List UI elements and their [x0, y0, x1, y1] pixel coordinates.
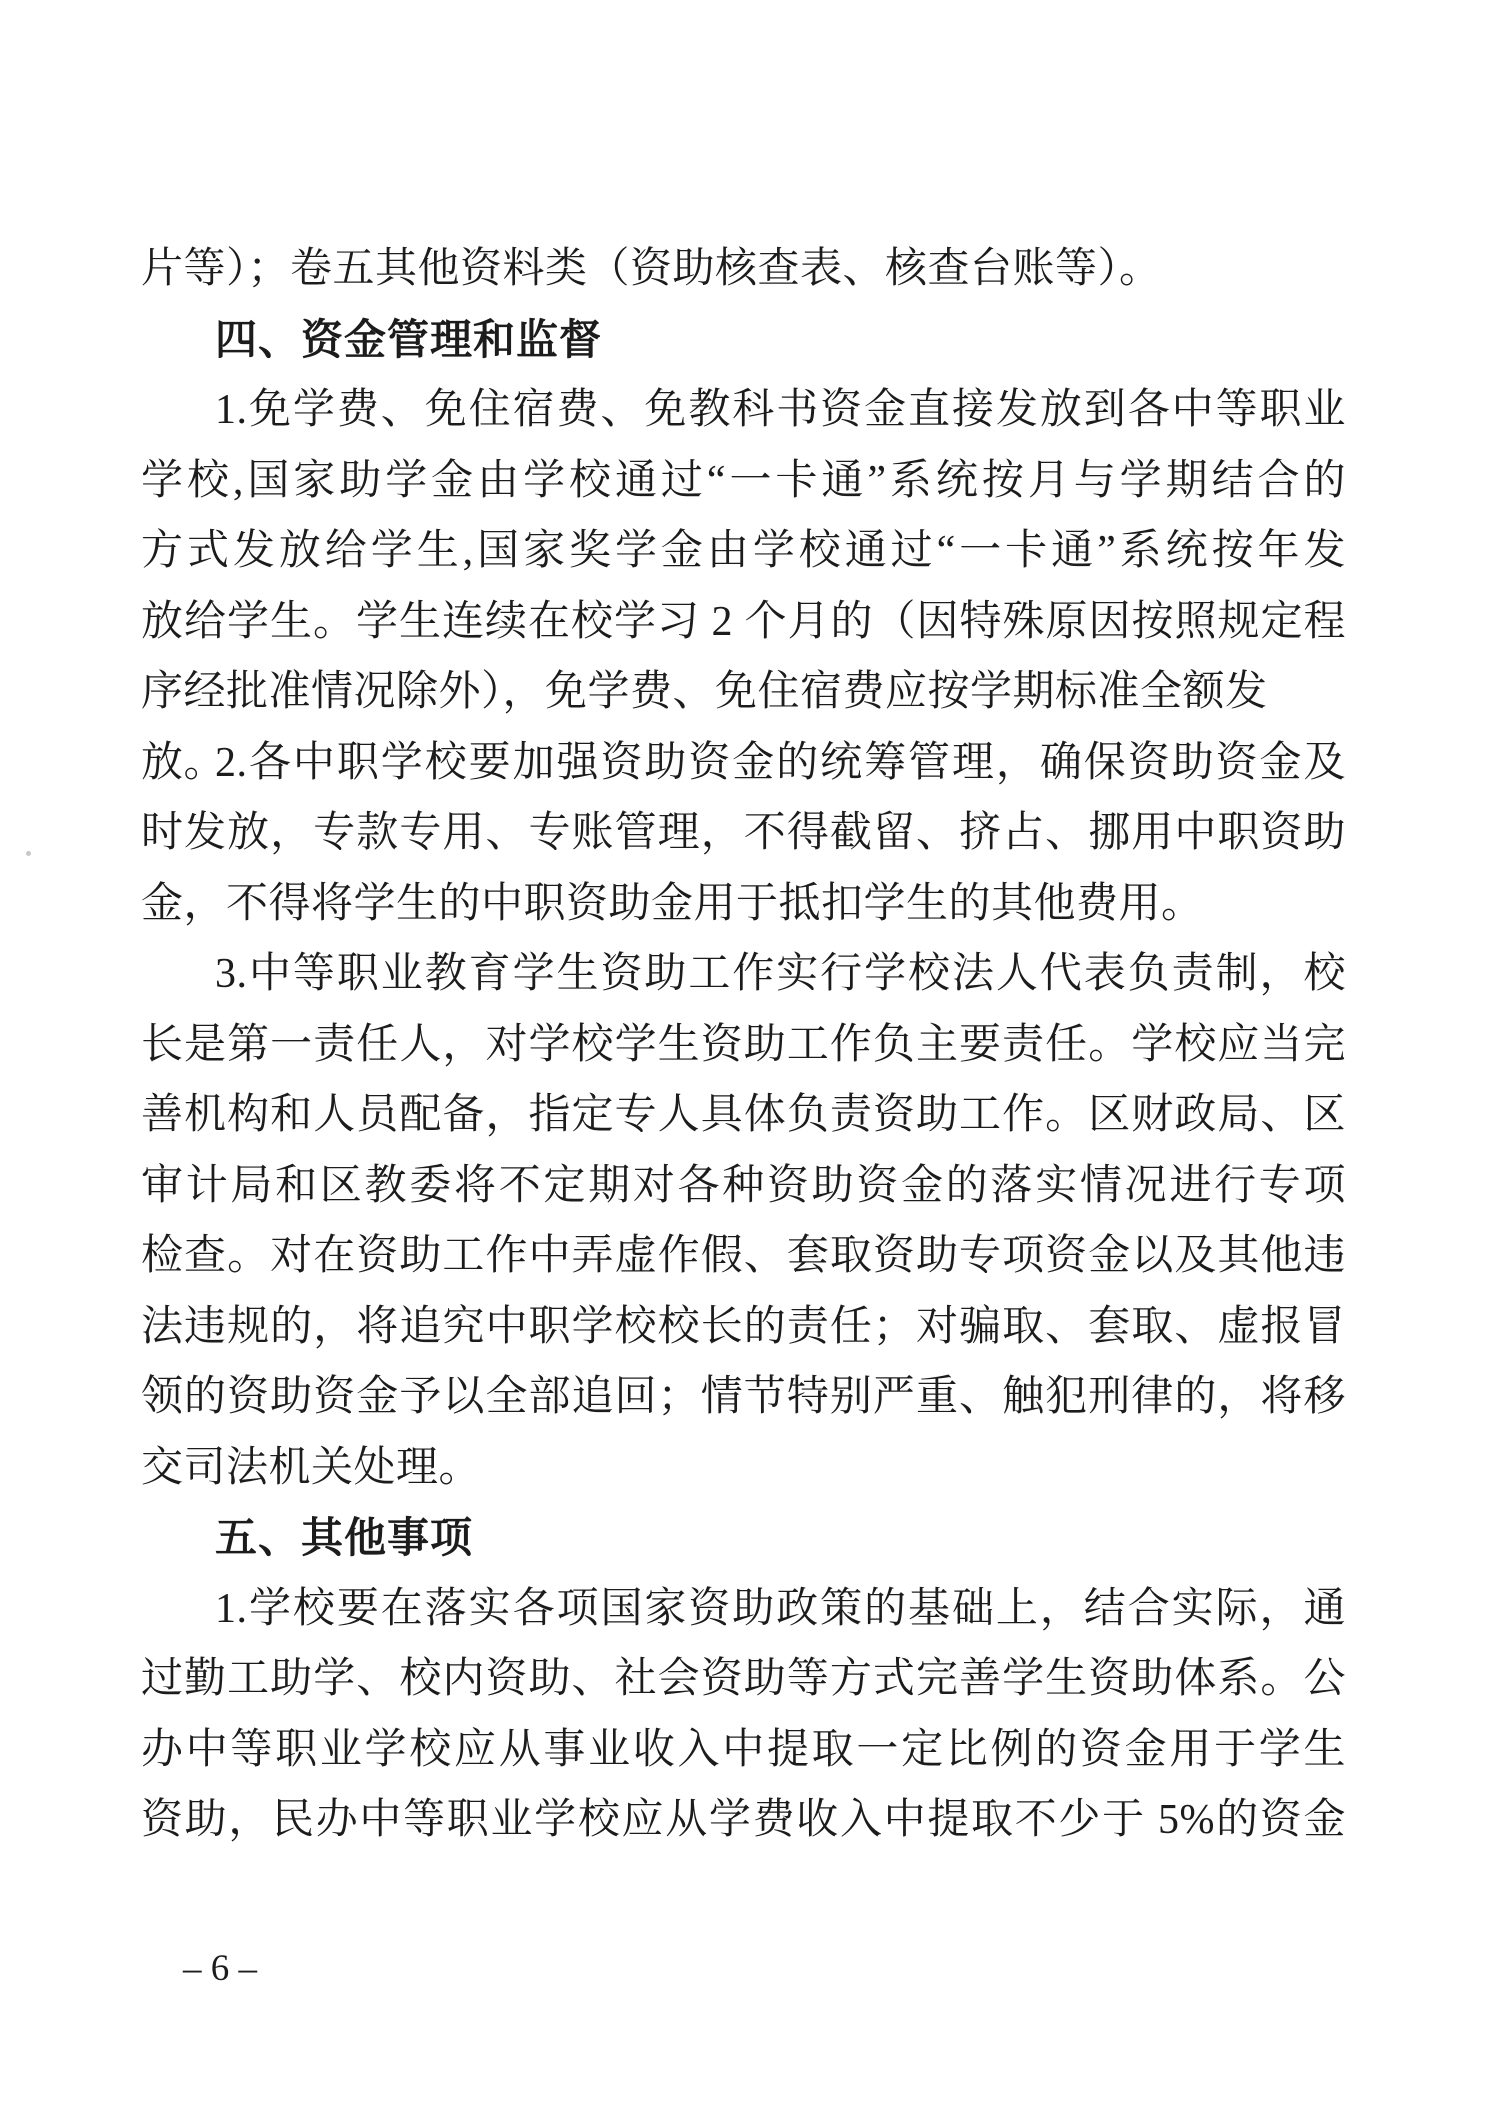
text-line: 3.中等职业教育学生资助工作实行学校法人代表负责制，校: [215, 951, 1346, 997]
text-line: 时发放，专款专用、专账管理，不得截留、挤占、挪用中职资助: [141, 810, 1346, 856]
text-line: 法违规的，将追究中职学校校长的责任；对骗取、套取、虚报冒: [141, 1303, 1346, 1350]
text-line: 善机构和人员配备，指定专人具体负责资助工作。区财政局、区: [141, 1092, 1346, 1138]
page-number: – 6 –: [183, 1948, 257, 1989]
text-line: 长是第一责任人，对学校学生资助工作负主要责任。学校应当完: [141, 1021, 1346, 1068]
text-line: 检查。对在资助工作中弄虚作假、套取资助专项资金以及其他违: [141, 1233, 1346, 1279]
text-line: 交司法机关处理。: [141, 1444, 482, 1491]
text-line: 1.学校要在落实各项国家资助政策的基础上，结合实际，通: [215, 1585, 1346, 1632]
text-line: 资助，民办中等职业学校应从学费收入中提取不少于 5%的资金: [141, 1797, 1346, 1843]
scan-artifact: [26, 851, 31, 856]
text-line: 序经批准情况除外），免学费、免住宿费应按学期标准全额发放。: [141, 669, 1268, 786]
text-line: 办中等职业学校应从事业收入中提取一定比例的资金用于学生: [141, 1726, 1346, 1773]
text-line: 1.免学费、免住宿费、免教科书资金直接发放到各中等职业: [215, 387, 1346, 433]
text-line: 放给学生。学生连续在校学习 2 个月的（因特殊原因按照规定程: [141, 598, 1346, 645]
text-line: 金，不得将学生的中职资助金用于抵扣学生的其他费用。: [141, 880, 1204, 927]
text-line: 方式发放给学生,国家奖学金由学校通过“一卡通”系统按年发: [141, 528, 1346, 574]
text-line: 2.各中职学校要加强资助资金的统筹管理，确保资助资金及: [215, 739, 1346, 786]
section-heading: 五、其他事项: [215, 1514, 474, 1561]
section-heading: 四、资金管理和监督: [215, 315, 603, 363]
text-line: 片等）；卷五其他资料类（资助核查表、核查台账等）。: [141, 246, 1162, 292]
text-line: 领的资助资金予以全部追回；情节特别严重、触犯刑律的，将移: [141, 1374, 1346, 1420]
document-body: [141, 234, 1346, 1856]
text-line: 过勤工助学、校内资助、社会资助等方式完善学生资助体系。公: [141, 1656, 1346, 1702]
text-line: 审计局和区教委将不定期对各种资助资金的落实情况进行专项: [141, 1162, 1346, 1209]
text-line: 学校,国家助学金由学校通过“一卡通”系统按月与学期结合的: [141, 457, 1346, 504]
